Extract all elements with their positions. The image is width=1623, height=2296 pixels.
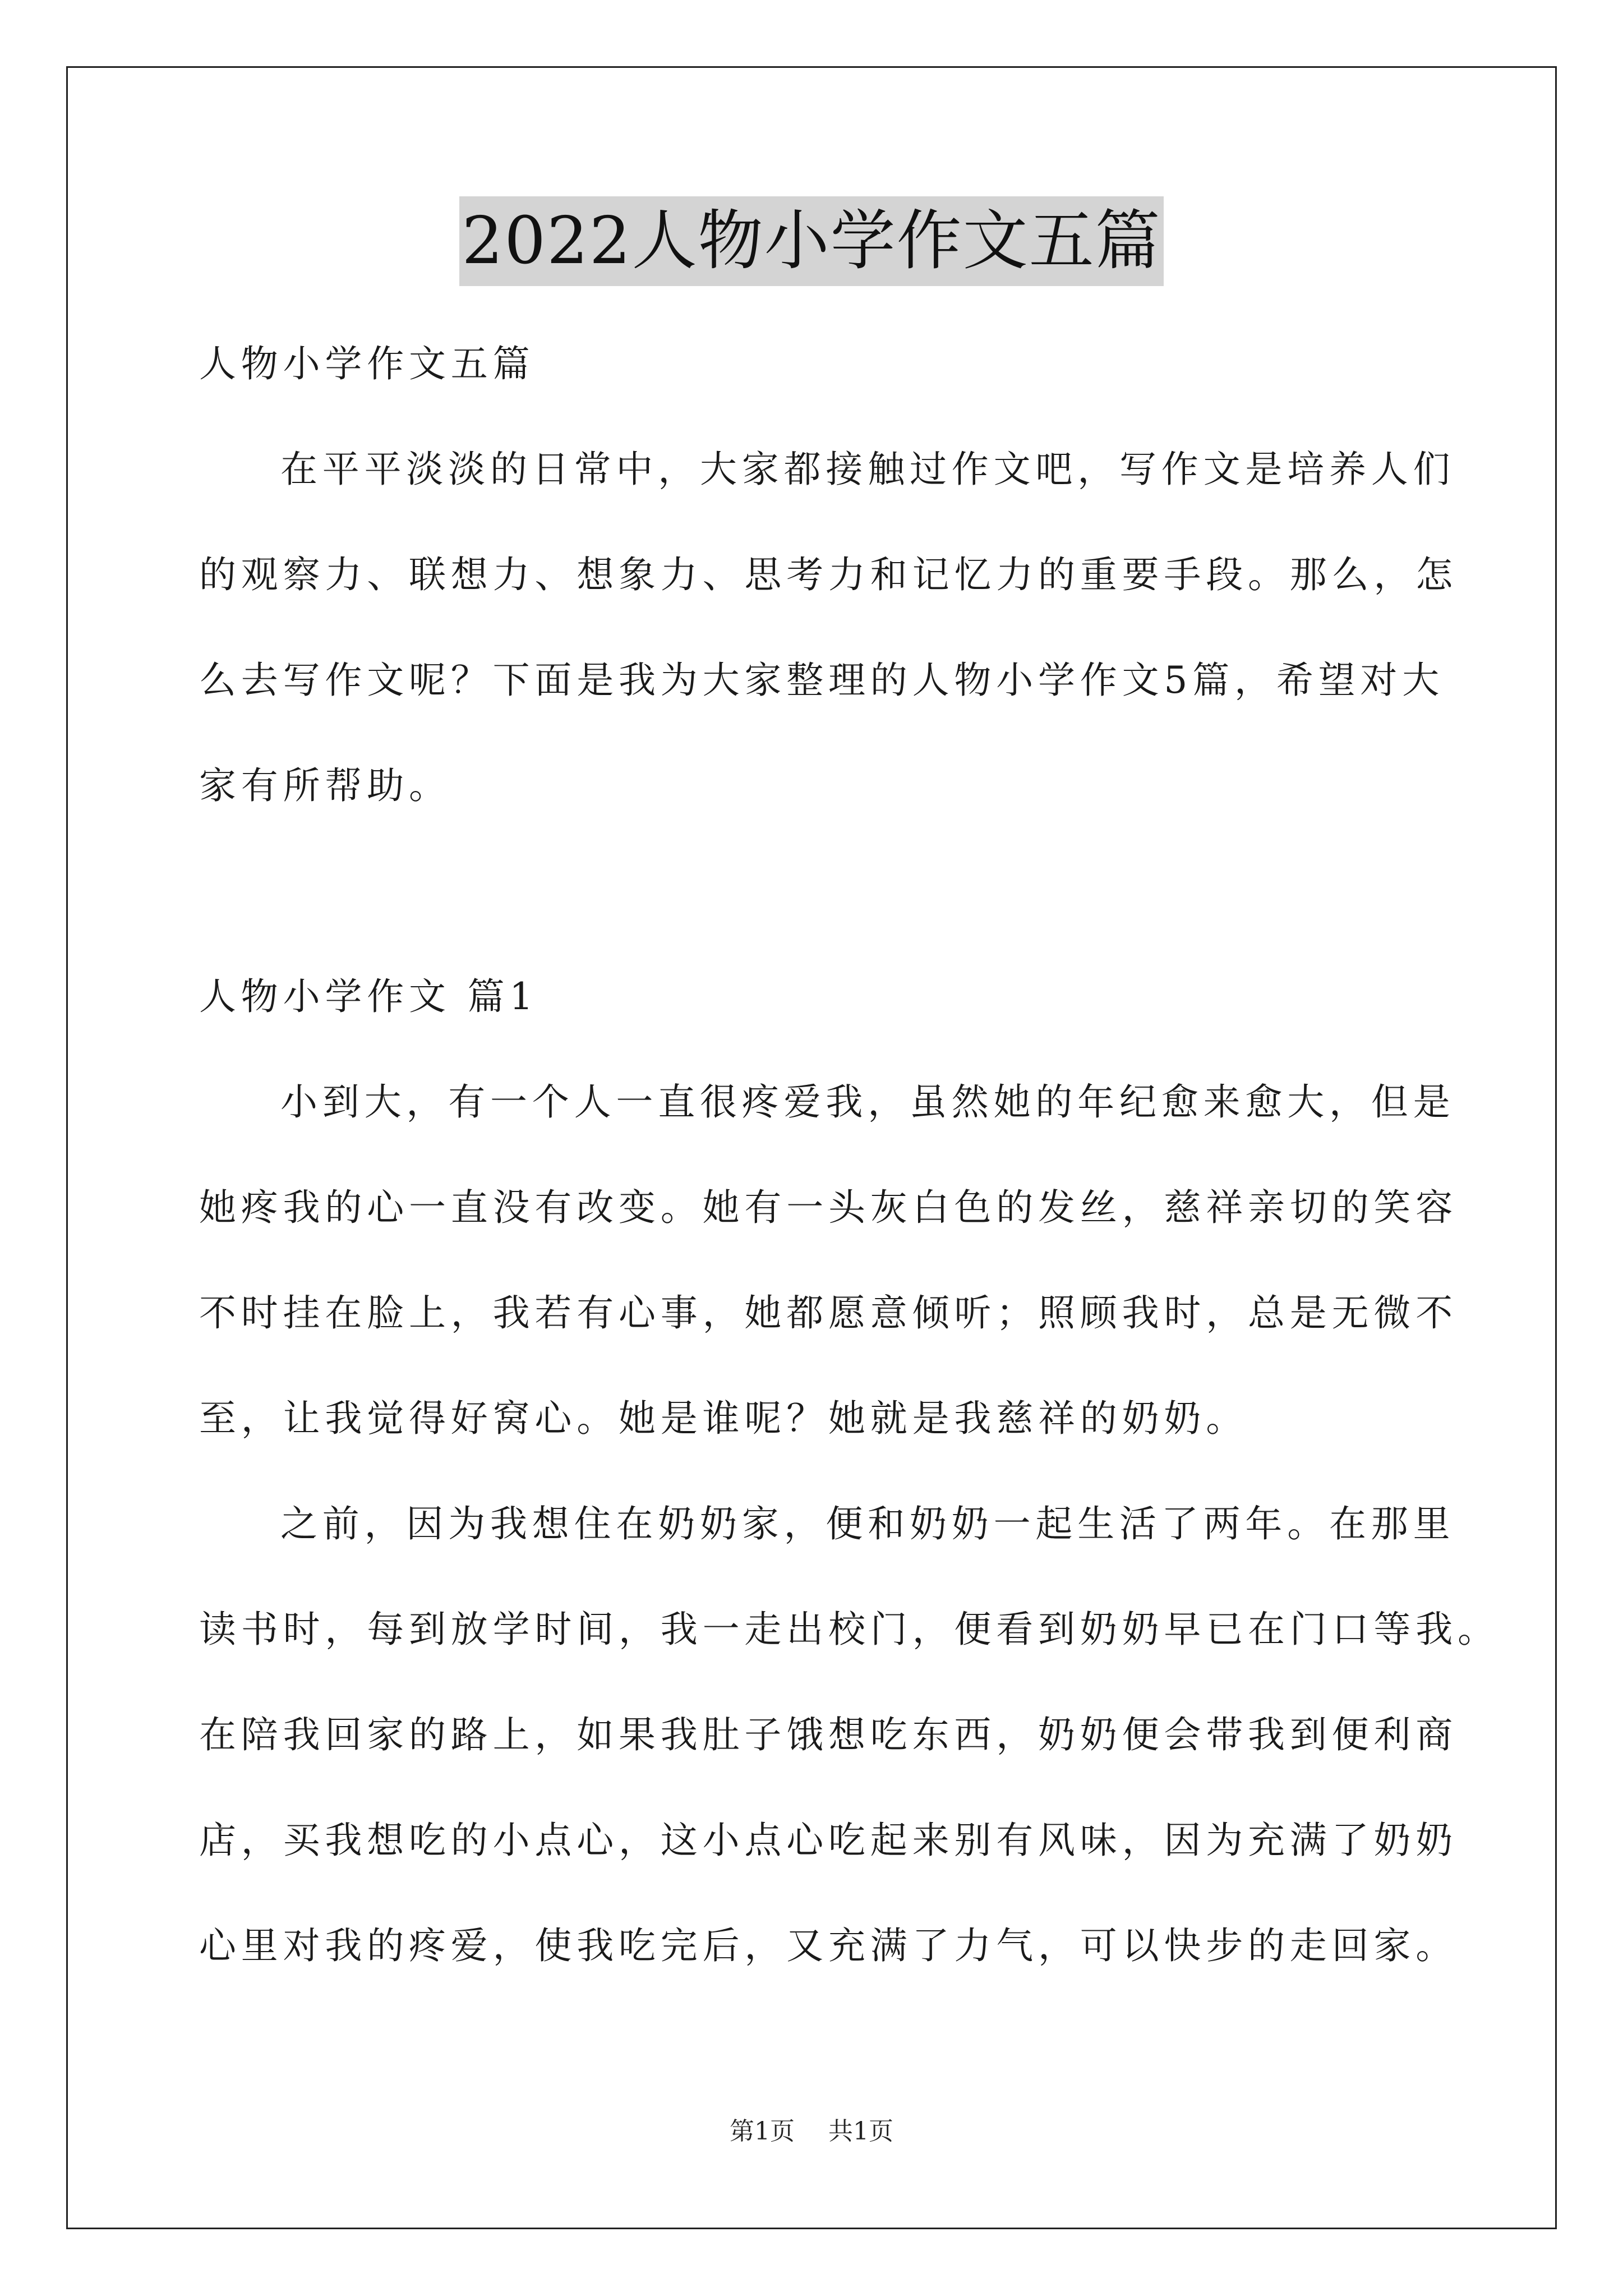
- subtitle: 人物小学作文五篇: [199, 342, 535, 385]
- intro-line-3: 么去写作文呢？下面是我为大家整理的人物小学作文5篇，希望对大: [199, 659, 1444, 702]
- paragraph2-line-3: 在陪我回家的路上，如果我肚子饿想吃东西，奶奶便会带我到便利商: [199, 1713, 1458, 1756]
- document-title: 2022人物小学作文五篇: [459, 196, 1163, 286]
- spacer: [199, 839, 1433, 944]
- intro-line-1: 在平平淡淡的日常中，大家都接触过作文吧，写作文是培养人们: [280, 448, 1455, 491]
- paragraph2-line-2: 读书时，每到放学时间，我一走出校门，便看到奶奶早已在门口等我。: [199, 1608, 1500, 1651]
- page-footer: [0, 2115, 1623, 2148]
- paragraph1-line-2: 她疼我的心一直没有改变。她有一头灰白色的发丝，慈祥亲切的笑容: [199, 1186, 1458, 1229]
- paragraph2-line-4: 店，买我想吃的小点心，这小点心吃起来别有风味，因为充满了奶奶: [199, 1819, 1458, 1862]
- paragraph2-line-1: 之前，因为我想住在奶奶家，便和奶奶一起生活了两年。在那里: [280, 1502, 1455, 1545]
- paragraph1-line-4: 至，让我觉得好窝心。她是谁呢？她就是我慈祥的奶奶。: [199, 1397, 1248, 1440]
- paragraph2-line-5: 心里对我的疼爱，使我吃完后，又充满了力气，可以快步的走回家。: [199, 1924, 1458, 1967]
- paragraph1-line-1: 小到大，有一个人一直很疼爱我，虽然她的年纪愈来愈大，但是: [280, 1080, 1455, 1124]
- page-number: 第1页: [730, 2117, 795, 2146]
- document-body: [199, 311, 1500, 1999]
- section-heading: 人物小学作文 篇1: [199, 975, 538, 1018]
- intro-line-2: 的观察力、联想力、想象力、思考力和记忆力的重要手段。那么，怎: [199, 553, 1458, 596]
- page-total: 共1页: [828, 2117, 893, 2146]
- paragraph1-line-3: 不时挂在脸上，我若有心事，她都愿意倾听；照顾我时，总是无微不: [199, 1291, 1458, 1335]
- title-area: [0, 196, 1623, 286]
- intro-line-4: 家有所帮助。: [199, 764, 451, 807]
